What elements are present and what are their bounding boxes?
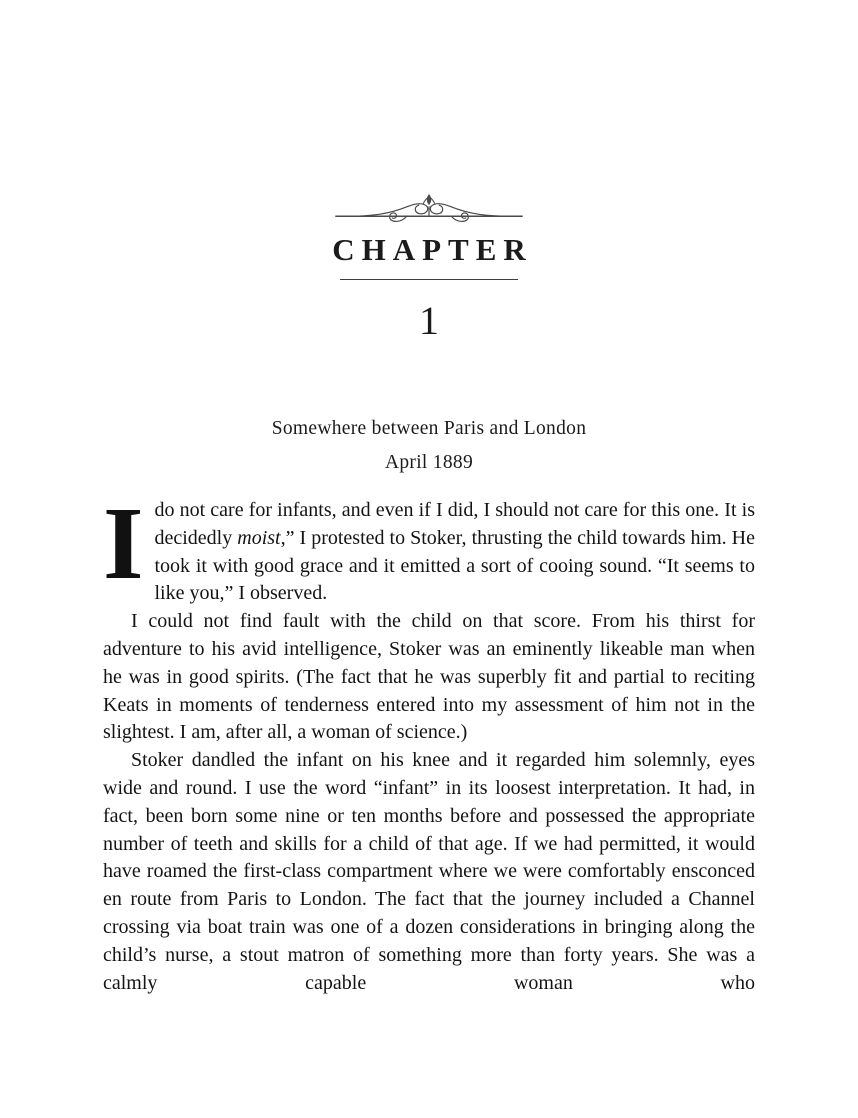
chapter-divider-rule bbox=[340, 279, 518, 280]
flourish-divider-icon bbox=[0, 193, 858, 230]
chapter-header bbox=[0, 193, 858, 341]
body-text bbox=[103, 486, 755, 997]
drop-cap: I bbox=[103, 486, 144, 601]
paragraph-first bbox=[103, 486, 755, 608]
paragraph: Stoker dandled the infant on his knee and it regarded him solemnly, eyes wide and round. I use the word “infant” in its loosest interpretation. It had, in fact, been born some nine or ten months before and possessed the appropriate number of teeth and skills for a child of that age. If we had permitted, it would have roamed the first-class compartment where we were comfortably ensconced en route from Paris to London. The fact that the journey included a Channel crossing via boat train was one of a dozen considerations in bringing along the child’s nurse, a stout matron of something more than forty years. She was a calmly capable woman who bbox=[103, 749, 755, 994]
paragraph-first-segment: ,” I protested to Stoker, thrusting the child towards him. He took it with good grace and it emitted a sort of cooing sound. “It seems to like you,” I observed. bbox=[154, 526, 755, 605]
scene-location: Somewhere between Paris and London bbox=[271, 418, 587, 439]
scene-date: April 1889 bbox=[384, 451, 474, 473]
paragraph-first-segment: do not care for infants, and even if I did, I should not care for this one. It is decidedly bbox=[154, 499, 755, 549]
scene-info bbox=[0, 419, 858, 472]
paragraph: I could not find fault with the child on that score. From his thirst for adventure to his avid intelligence, Stoker was an eminently likeable man when he was in good spirits. (The fact that he was superbly fit and partial to reciting Keats in moments of tenderness entered into my assessment of him not in the slightest. I am, after all, a woman of science.) bbox=[103, 610, 755, 744]
chapter-label: CHAPTER bbox=[332, 232, 533, 267]
italic-word: moist bbox=[237, 526, 281, 549]
chapter-number: 1 bbox=[419, 298, 439, 343]
